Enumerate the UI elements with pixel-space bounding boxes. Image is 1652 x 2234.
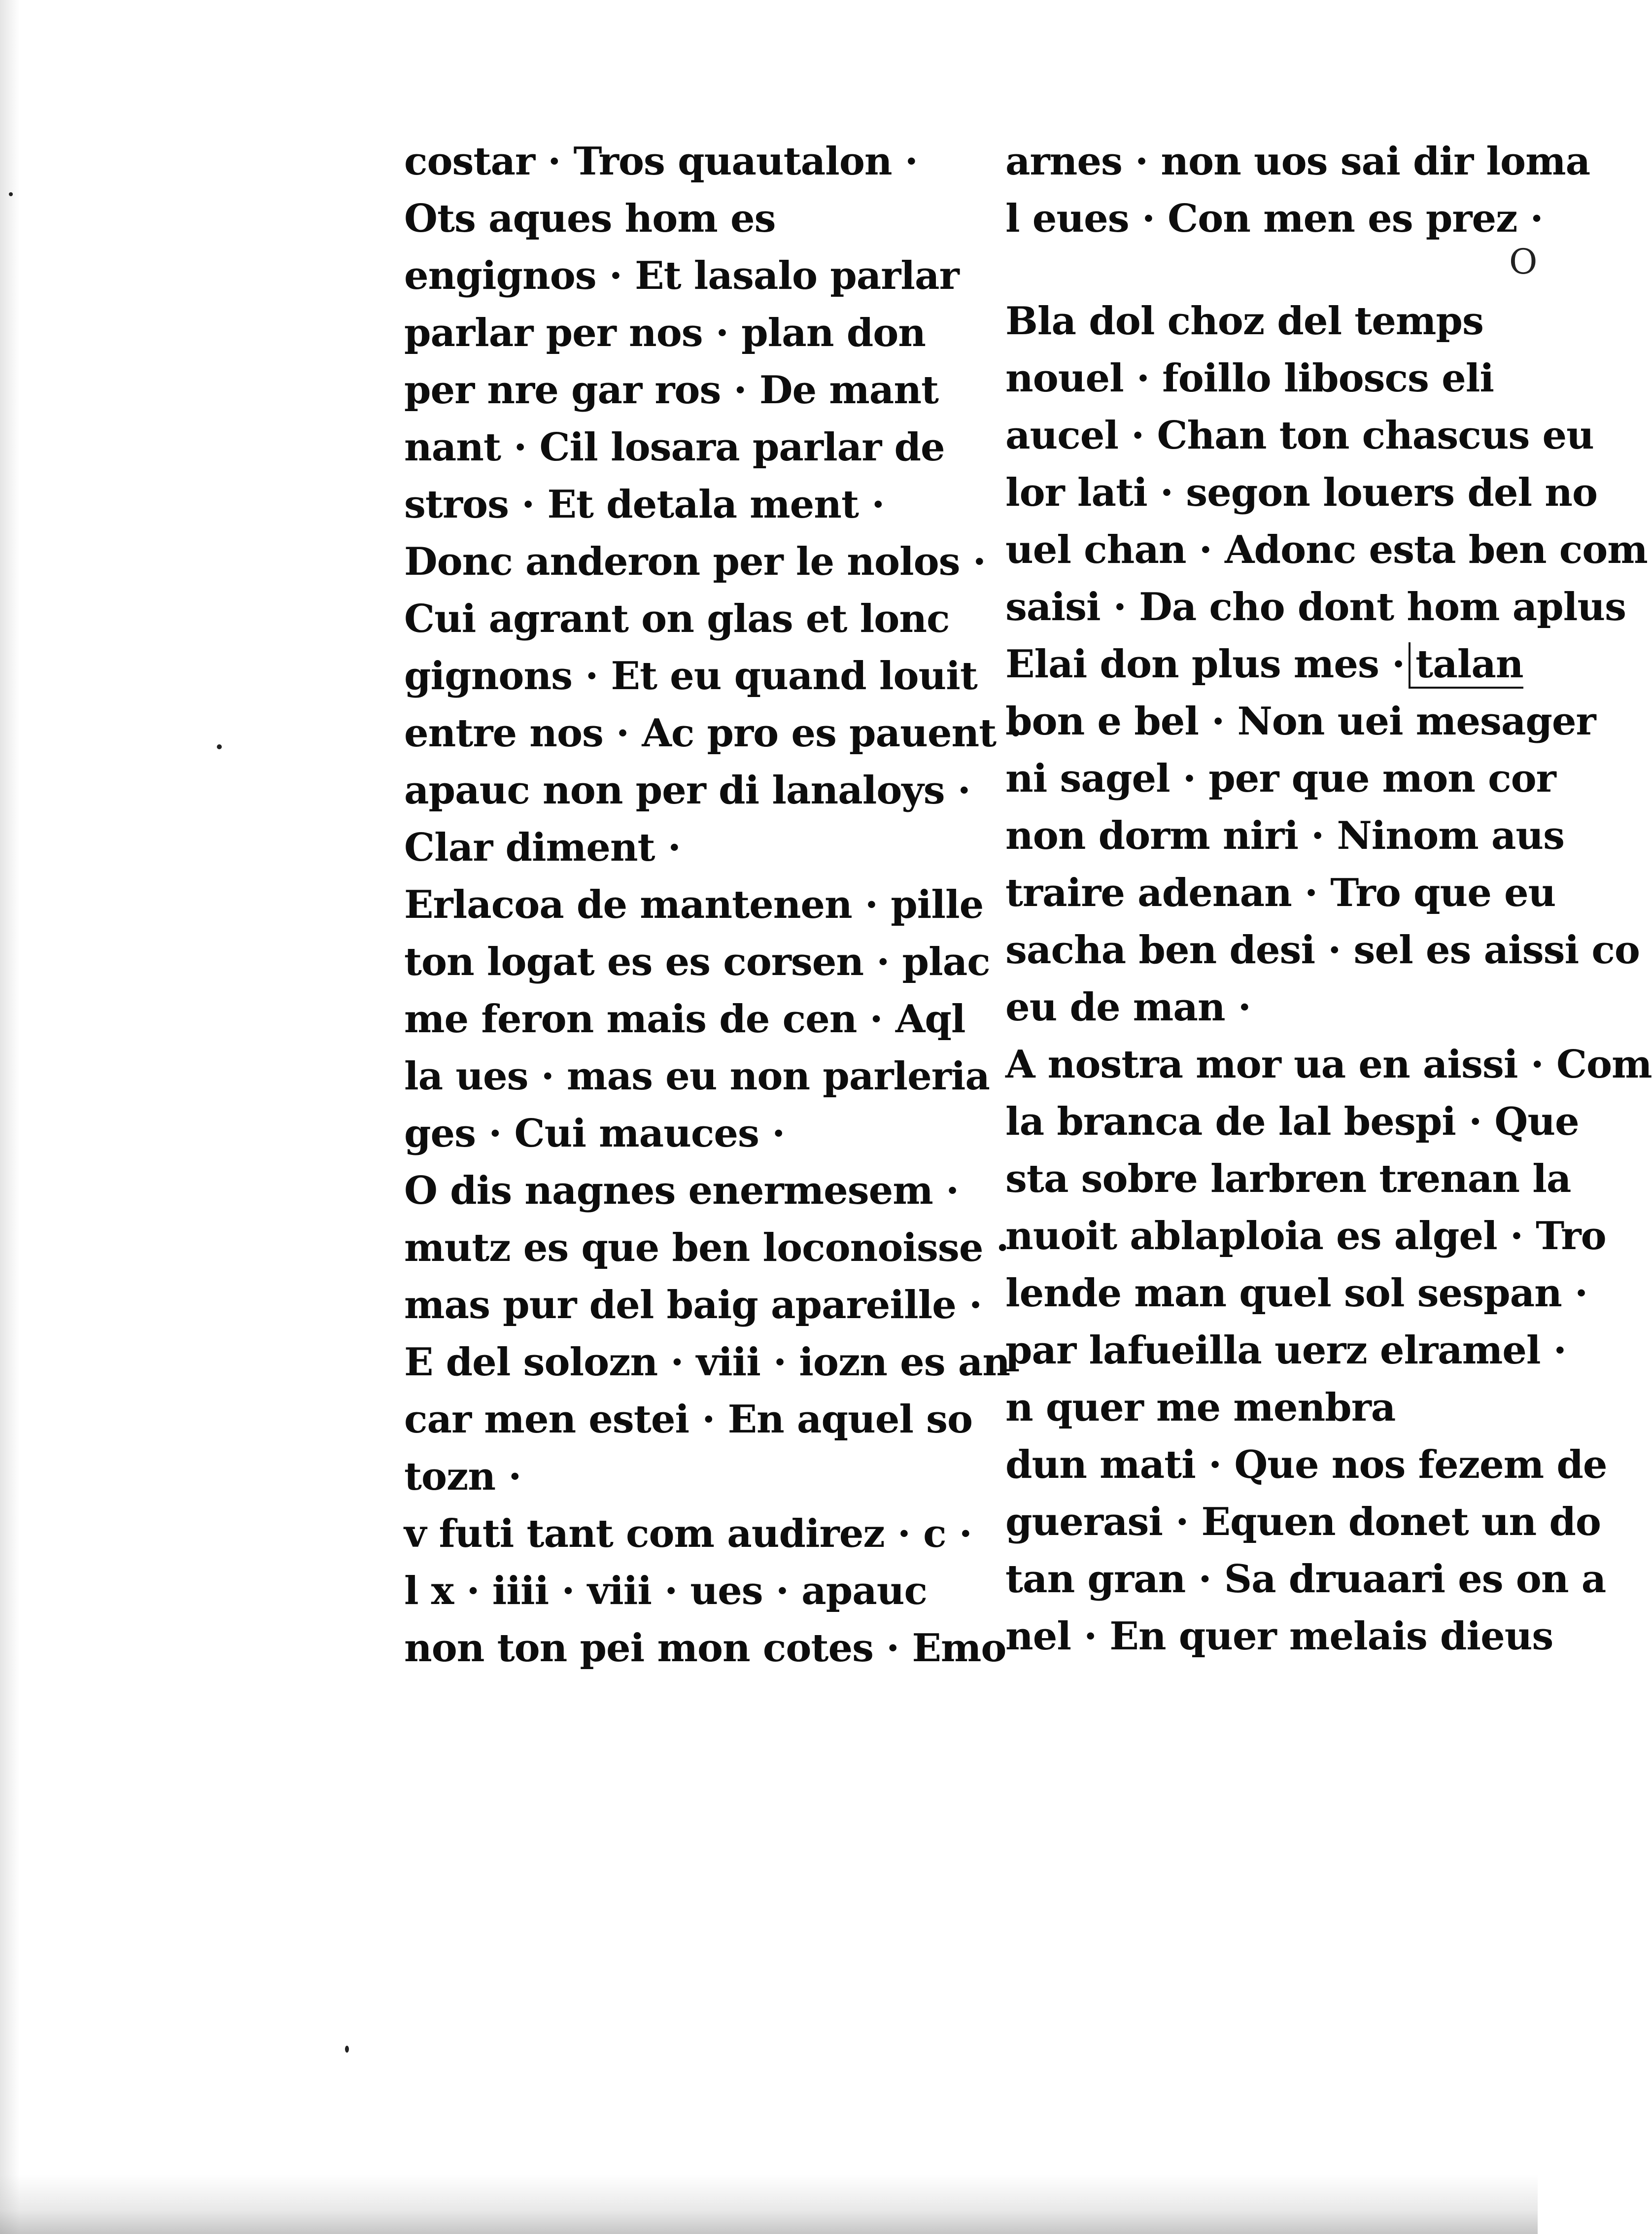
interlinear-insert: talan [1409, 642, 1523, 689]
text-line: Erlacoa de mantenen · pille [404, 882, 984, 927]
right-text-column [1005, 133, 1652, 1665]
text-line: A nostra mor ua en aissi · Com [1005, 1042, 1652, 1087]
text-line: car men estei · En aquel so [404, 1397, 973, 1442]
text-line: Clar diment · [404, 825, 681, 870]
text-line: aucel · Chan ton chascus eu [1005, 413, 1594, 458]
text-line: bon e bel · Non uei mesager [1005, 699, 1596, 744]
text-line: eu de man · [1005, 985, 1251, 1030]
text-line: ges · Cui mauces · [404, 1111, 785, 1156]
ink-speck [9, 192, 13, 196]
text-line: ni sagel · per que mon cor [1005, 756, 1556, 801]
ink-speck [217, 744, 222, 749]
text-line: E del solozn · viii · iozn es an [404, 1340, 1010, 1385]
text-line: par lafueilla uerz elramel · [1005, 1328, 1566, 1373]
page-left-edge-shadow [0, 0, 20, 2234]
text-line: me feron mais de cen · Aql [404, 997, 965, 1042]
text-line-with-insert [1005, 636, 1523, 693]
text-line: non dorm niri · Ninom aus [1005, 813, 1564, 858]
text-line: O dis nagnes enermesem · [404, 1168, 959, 1213]
text-line: lende man quel sol sespan · [1005, 1271, 1588, 1316]
text-line: uel chan · Adonc esta ben com [1005, 527, 1648, 572]
text-line: n quer me menbra [1005, 1385, 1396, 1430]
text-line: Elai don plus mes · [1005, 642, 1405, 687]
text-line: mas pur del baig apareille · [404, 1283, 982, 1327]
stanza-gap [1005, 247, 1518, 293]
text-line: Cui agrant on glas et lonc [404, 596, 950, 641]
text-line: per nre gar ros · De mant [404, 368, 939, 413]
text-line: ton logat es es corsen · plac [404, 940, 990, 984]
text-line: engignos · Et lasalo parlar [404, 253, 959, 298]
text-line: Ots aques hom es [404, 196, 776, 241]
text-line: nuoit ablaploia es algel · Tro [1005, 1214, 1606, 1258]
text-line: l x · iiii · viii · ues · apauc [404, 1569, 927, 1613]
text-line: saisi · Da cho dont hom aplus [1005, 585, 1626, 629]
page-bottom-edge-shadow [0, 2175, 1538, 2234]
text-line: non ton pei mon cotes · Emo [404, 1626, 1006, 1671]
text-line: dun mati · Que nos fezem de [1005, 1442, 1607, 1487]
text-line: nouel · foillo liboscs eli [1005, 356, 1494, 401]
text-line: Donc anderon per le nolos · [404, 539, 986, 584]
text-line: Bla dol choz del temps [1005, 299, 1483, 344]
text-line: mutz es que ben loconoisse · [404, 1225, 1009, 1270]
text-line: apauc non per di lanaloys · [404, 768, 970, 813]
text-line: nant · Cil losara parlar de [404, 425, 945, 470]
text-line: entre nos · Ac pro es pauent · [404, 711, 1022, 756]
text-line: gignons · Et eu quand louit [404, 654, 977, 698]
marginal-letter: O [1509, 242, 1538, 282]
text-line: la branca de lal bespi · Que [1005, 1099, 1579, 1144]
text-line: costar · Tros quautalon · [404, 139, 918, 184]
text-line: sacha ben desi · sel es aissi co [1005, 928, 1640, 973]
text-line: parlar per nos · plan don [404, 311, 926, 355]
text-line: la ues · mas eu non parleria [404, 1054, 990, 1099]
text-line: l eues · Con men es prez · [1005, 196, 1543, 241]
text-line: sta sobre larbren trenan la [1005, 1156, 1571, 1201]
ink-speck [345, 2046, 349, 2053]
text-line: nel · En quer melais dieus [1005, 1614, 1553, 1659]
left-text-column [404, 133, 1022, 1677]
text-line: tozn · [404, 1454, 521, 1499]
text-line: stros · Et detala ment · [404, 482, 885, 527]
text-line: guerasi · Equen donet un do [1005, 1500, 1601, 1544]
text-line: traire adenan · Tro que eu [1005, 871, 1556, 915]
text-line: tan gran · Sa druaari es on a [1005, 1557, 1606, 1602]
text-line: v futi tant com audirez · c · [404, 1511, 972, 1556]
text-line: arnes · non uos sai dir loma [1005, 139, 1590, 184]
text-line: lor lati · segon louers del no [1005, 470, 1598, 515]
